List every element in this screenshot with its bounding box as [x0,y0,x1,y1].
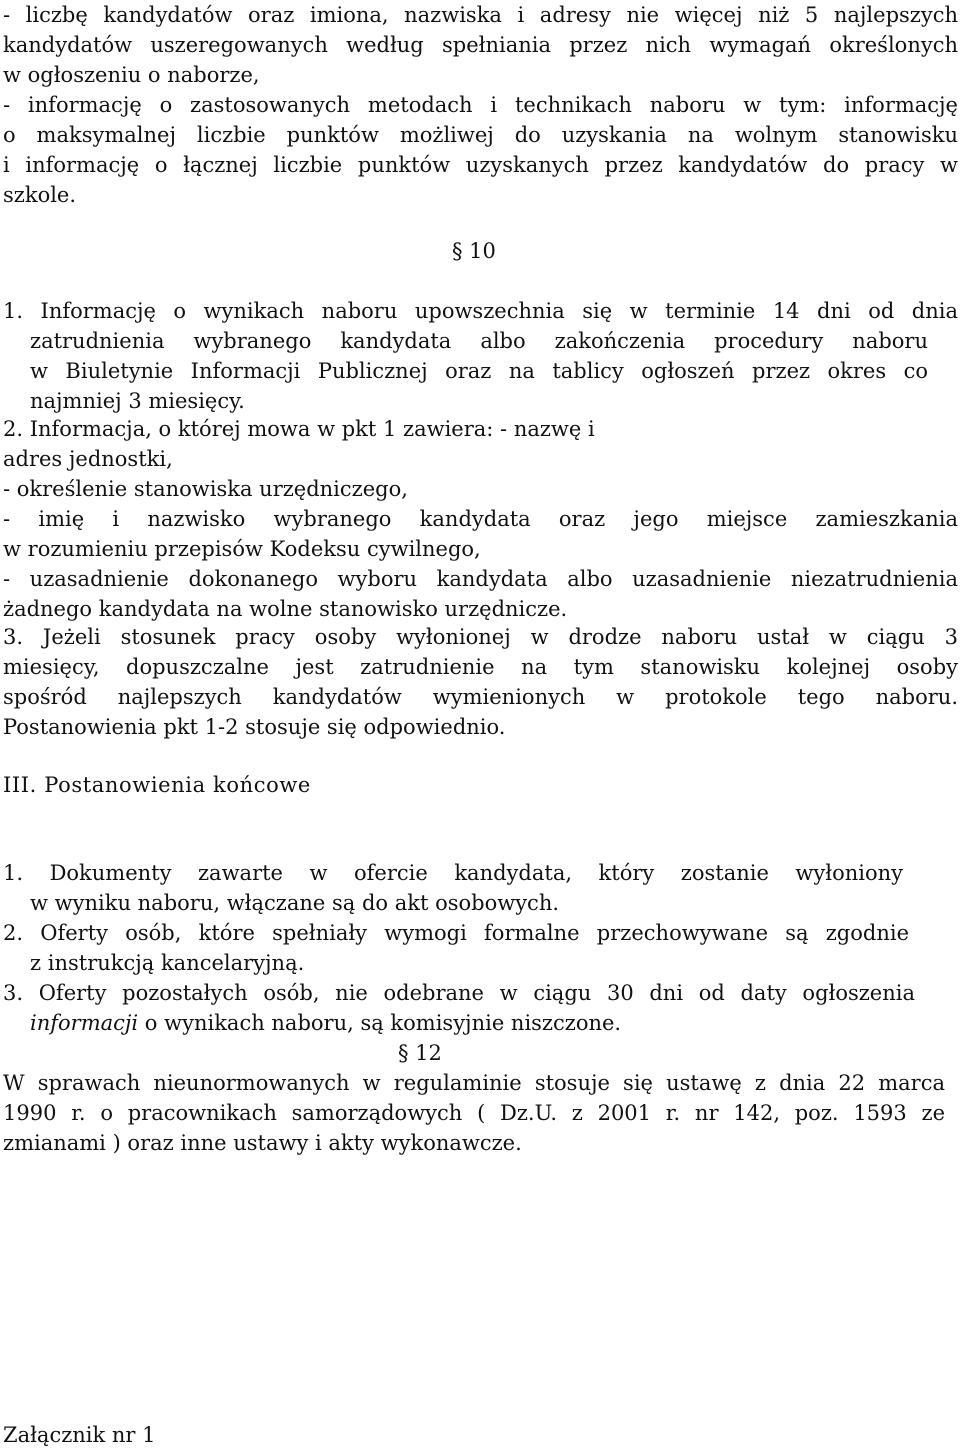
text-line: najmniej 3 miesięcy. [30,389,245,413]
text-line: miesięcy, dopuszczalne jest zatrudnienie na tym stanowisku kolejnej osoby [3,655,958,679]
text-line: - liczbę kandydatów oraz imiona, nazwiska i adresy nie więcej niż 5 najlepszych [3,3,958,27]
text-line: 2. Informacja, o której mowa w pkt 1 zawiera: - nazwę i [3,417,595,441]
section-heading-iii: III. Postanowienia końcowe [3,773,311,797]
text-line: w wyniku naboru, włączane są do akt osobowych. [30,891,560,915]
text-line: z instrukcją kancelaryjną. [30,951,305,975]
text-line: szkole. [3,183,77,207]
text-line: w Biuletynie Informacji Publicznej oraz na tablicy ogłoszeń przez okres co [30,359,928,383]
text-span: o wynikach naboru, są komisyjnie niszczone. [138,1011,622,1035]
text-line: żadnego kandydata na wolne stanowisko urzędnicze. [3,597,568,621]
text-line: - uzasadnienie dokonanego wyboru kandydata albo uzasadnienie niezatrudnienia [3,567,958,591]
text-line: zatrudnienia wybranego kandydata albo zakończenia procedury naboru [30,329,928,353]
section-heading-10: § 10 [452,239,496,263]
text-line: Postanowienia pkt 1-2 stosuje się odpowiednio. [3,715,506,739]
text-line: 2. Oferty osób, które spełniały wymogi formalne przechowywane są zgodnie [3,921,909,945]
text-line: w ogłoszeniu o naborze, [3,63,260,87]
text-line: - imię i nazwisko wybranego kandydata oraz jego miejsce zamieszkania [3,507,958,531]
text-line: zmianami ) oraz inne ustawy i akty wykonawcze. [3,1131,522,1155]
emphasis-text: informacji [30,1011,139,1035]
text-line: 1. Informację o wynikach naboru upowszechnia się w terminie 14 dni od dnia [3,299,958,323]
text-line: i informację o łącznej liczbie punktów uzyskanych przez kandydatów do pracy w [3,153,958,177]
text-line: adres jednostki, [3,447,173,471]
text-line: 3. Oferty pozostałych osób, nie odebrane w ciągu 30 dni od daty ogłoszenia [3,981,915,1005]
text-line: spośród najlepszych kandydatów wymienionych w protokole tego naboru. [3,685,958,709]
attachment-label: Załącznik nr 1 [3,1423,156,1447]
text-line: - informację o zastosowanych metodach i technikach naboru w tym: informację [3,93,958,117]
text-line: 1. Dokumenty zawarte w ofercie kandydata, który zostanie wyłoniony [3,861,903,885]
text-line: 3. Jeżeli stosunek pracy osoby wyłonionej w drodze naboru ustał w ciągu 3 [3,625,958,649]
text-line: kandydatów uszeregowanych według spełniania przez nich wymagań określonych [3,33,958,57]
text-line: W sprawach nieunormowanych w regulaminie stosuje się ustawę z dnia 22 marca [3,1071,945,1095]
text-line: w rozumieniu przepisów Kodeksu cywilnego, [3,537,481,561]
text-line: 1990 r. o pracownikach samorządowych ( Dz.U. z 2001 r. nr 142, poz. 1593 ze [3,1101,945,1125]
section-heading-12: § 12 [398,1041,442,1065]
text-line: o maksymalnej liczbie punktów możliwej do uzyskania na wolnym stanowisku [3,123,958,147]
text-line: - określenie stanowiska urzędniczego, [3,477,408,501]
text-line [30,1008,910,1038]
